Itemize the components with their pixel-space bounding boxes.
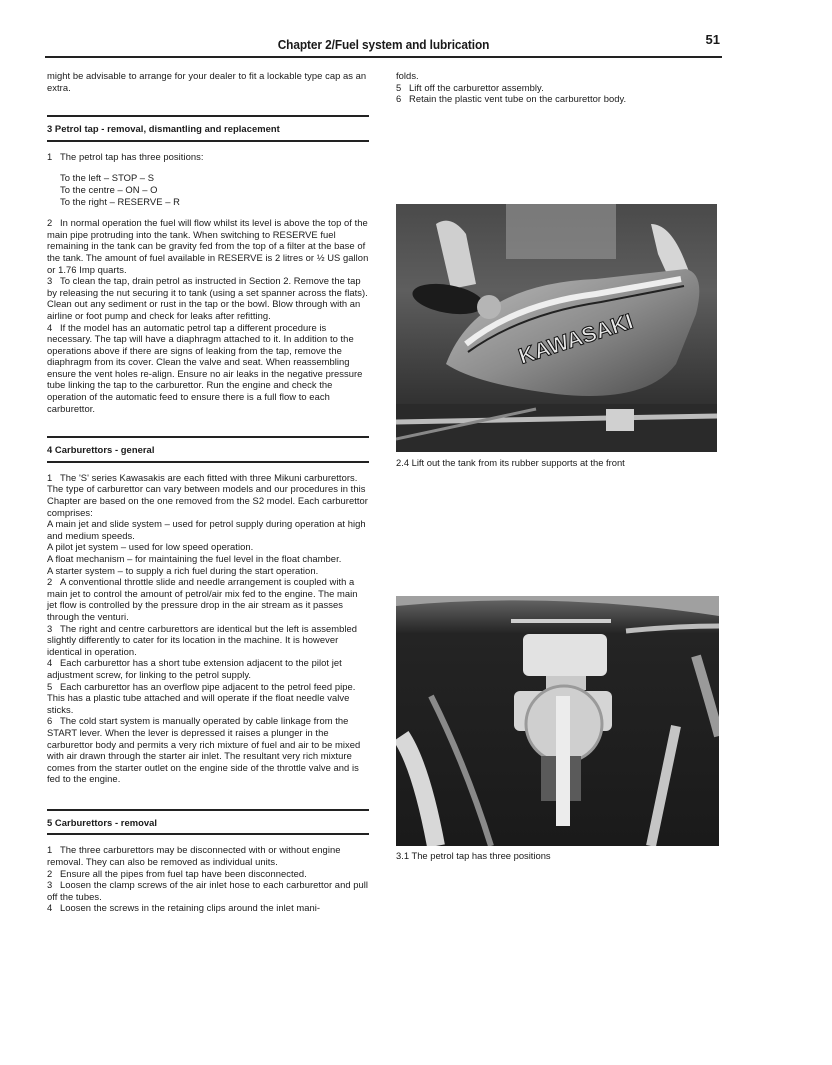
paragraph: 4 Loosen the screws in the retaining clips around the inlet mani- [47,902,321,914]
component-item: A starter system – to supply a rich fuel during the start operation. [47,564,319,576]
component-item: A float mechanism – for maintaining the fuel level in the float chamber. [47,553,342,564]
paragraph: 1 The petrol tap has three positions: [47,150,204,162]
header-rule [45,56,722,58]
paragraph: 1 The three carburettors may be disconnected with or without engine removal. They can also be removed as individual units. [47,844,341,868]
paragraph: 3 The right and centre carburettors are identical but the left is assembled slightly differently to cater for its location in the machine. It is however identical in operation. [47,622,358,657]
list-item: To the centre – ON – O [60,183,158,195]
paragraph: 6 Retain the plastic vent tube on the carburettor body. [396,93,627,105]
component-item: A pilot jet system – used for low speed operation. [47,541,254,553]
section-heading-3: 3 Petrol tap - removal, dismantling and replacement [47,115,369,142]
list-item: To the right – RESERVE – R [60,195,180,207]
tap-positions-list [60,172,369,207]
section-heading-5: 5 Carburettors - removal [47,809,369,836]
page-number: 51 [705,32,720,47]
paragraph: 2 A conventional throttle slide and needle arrangement is coupled with a main jet to control the amount of petrol/air mix fed to the engine. The main jet flow is controlled by the pressure drop in the air stream as it passes through the venturi. [47,576,358,622]
paragraph: 2 In normal operation the fuel will flow whilst its level is above the top of the main pipe protruding into the tank. When switching to RESERVE fuel remaining in the tank can be gravity fed from the top of a filter at the base of the tank. The amount of fuel available in RESERVE is 2 litres or ½ US gallon or 1.76 Imp quarts. [47,217,369,275]
chapter-title: Chapter 2/Fuel system and lubrication [277,38,490,52]
paragraph: 5 Lift off the carburettor assembly. [396,81,544,93]
fuel-tank-illustration [396,204,717,452]
continuation-text: folds. [396,70,419,81]
paragraph: 6 The cold start system is manually operated by cable linkage from the START lever. When the lever is depressed it raises a plunger in the carburettor body and permits a very rich mixture of fuel and air to be mixed with air drawn through the starter air inlet. The resultant very rich mixture comes from the starter outlet on the engine side of the throttle valve and is fed to the engine. [47,715,361,785]
figure-caption: 2.4 Lift out the tank from its rubber supports at the front [396,457,625,468]
paragraph: 3 To clean the tap, drain petrol as instructed in Section 2. Remove the tap by releasing the nut securing it to tank (using a set spanner across the flats). Clean out any sediment or rust in the tap or the bowl. Blow through with an airline or foot pump and check for leaks after refitting. [47,275,368,321]
section-heading-4: 4 Carburettors - general [47,436,369,463]
svg-text:KAWASAKI: KAWASAKI [515,308,636,369]
list-item: To the left – STOP – S [60,172,155,184]
paragraph: 1 The 'S' series Kawasakis are each fitted with three Mikuni carburettors. The type of carburettor can vary between models and our procedures in this Chapter are based on the one removed from the S2 model. Each carburettor comprises: [47,471,368,518]
paragraph: 3 Loosen the clamp screws of the air inlet hose to each carburettor and pull off the tubes. [47,879,369,902]
petrol-tap-photo [396,596,719,846]
paragraph: 4 Each carburettor has a short tube extension adjacent to the pilot jet adjustment screw, for linking to the petrol supply. [47,657,342,680]
figure-caption: 3.1 The petrol tap has three positions [396,850,551,861]
intro-paragraph: might be advisable to arrange for your dealer to fit a lockable type cap as an extra. [47,70,367,93]
left-column [47,70,369,914]
fuel-tank-photo [396,204,717,452]
paragraph: 4 If the model has an automatic petrol tap a different procedure is necessary. The tap will have a diaphragm attached to it. In addition to the operations above if there are signs of leaking from the tap, remove the diaphragm from its cover. Clean the valve and seat. When reassembling ensure the vent holes re-align. Ensure no air leaks in the negative pressure tube linking the tap to the carburettor. Run the engine and check the operation of the automatic feed to ensure there is a full flow to each carburettor. [47,321,363,414]
page-header [45,30,722,58]
paragraph: 2 Ensure all the pipes from fuel tap have been disconnected. [47,867,307,879]
petrol-tap-illustration [396,596,719,846]
component-item: A main jet and slide system – used for petrol supply during operation at high and medium speeds. [47,518,366,541]
right-column [396,70,722,105]
paragraph: 5 Each carburettor has an overflow pipe adjacent to the petrol feed pipe. This has a plastic tube attached and will operate if the float needle valve sticks. [47,680,356,715]
